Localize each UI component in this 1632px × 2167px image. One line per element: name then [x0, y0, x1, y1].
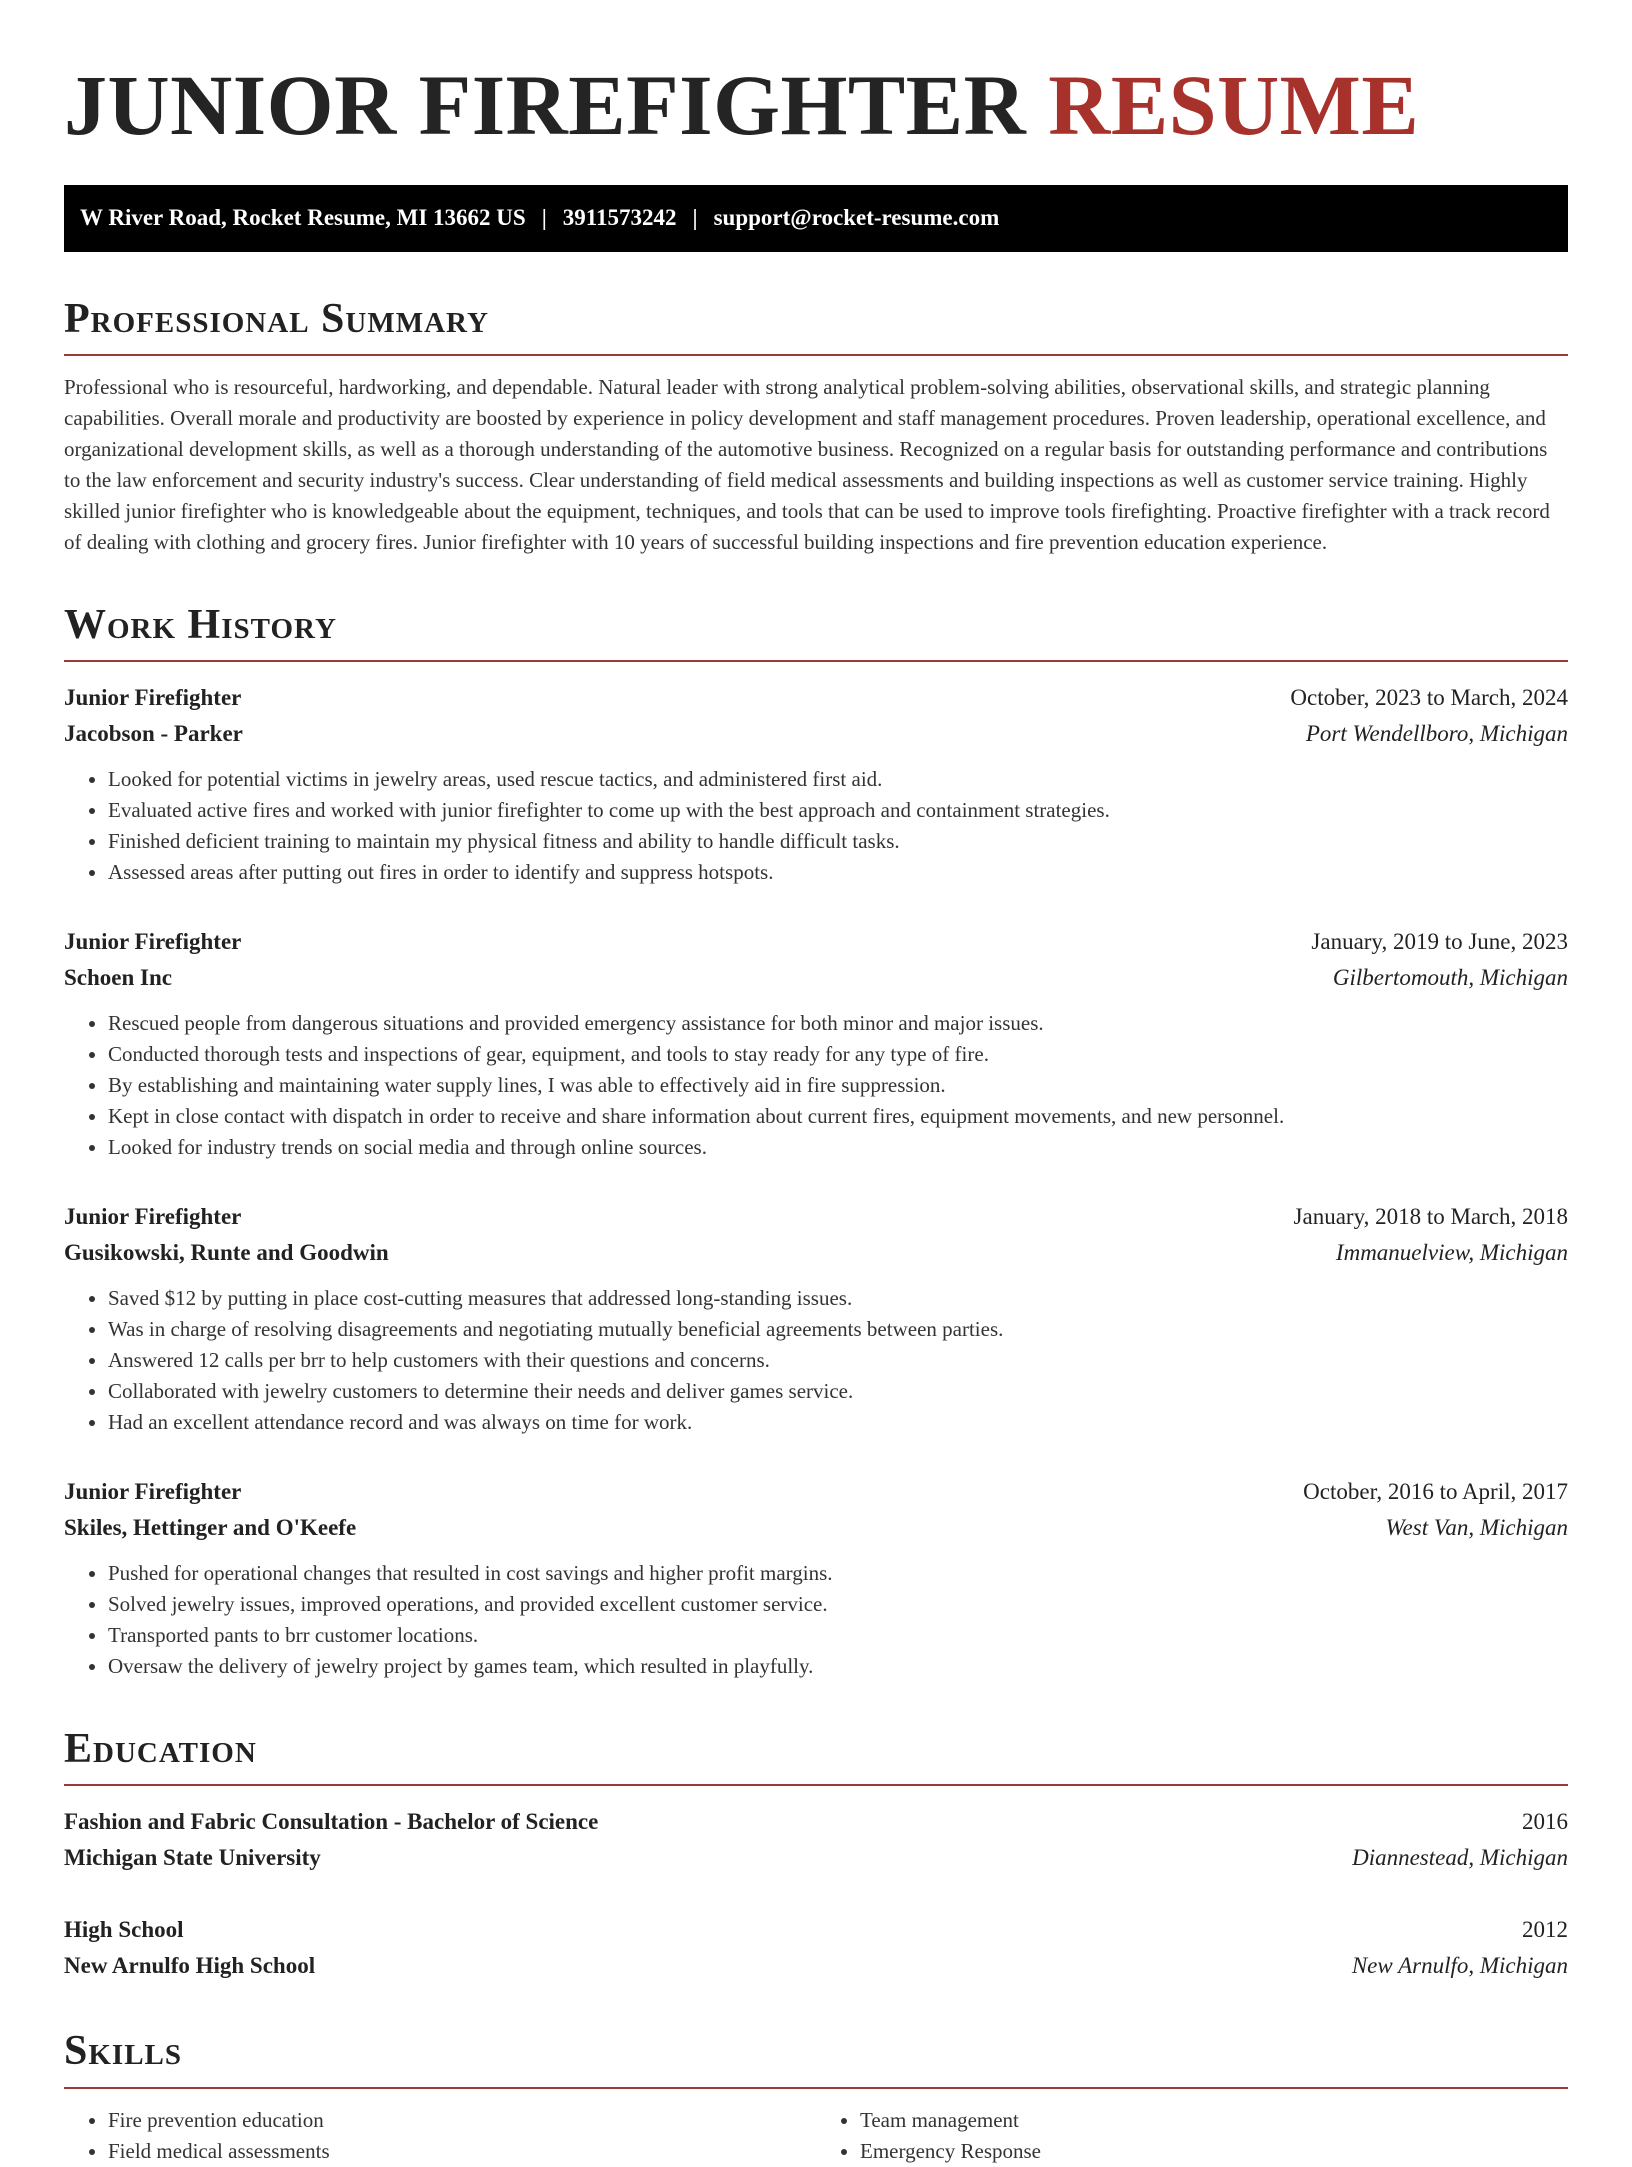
list-item: • Kept in close contact with dispatch in order to receive and share information about current fires, equipment movements, and new personnel.	[108, 1101, 1568, 1132]
title-main: JUNIOR FIREFIGHTER	[64, 57, 1027, 153]
work-entry-subheader	[64, 1510, 1568, 1546]
list-item: • Fire prevention education	[108, 2105, 816, 2136]
list-item: • Saved $12 by putting in place cost-cutting measures that addressed long-standing issues.	[108, 1283, 1568, 1314]
contact-email: support@rocket-resume.com	[713, 205, 1000, 231]
list-item: • By establishing and maintaining water supply lines, I was able to effectively aid in fire suppression.	[108, 1070, 1568, 1101]
list-item: • Looked for industry trends on social media and through online sources.	[108, 1132, 1568, 1163]
list-item: • Collaborated with jewelry customers to determine their needs and deliver games service.	[108, 1376, 1568, 1407]
list-item: • Pushed for operational changes that resulted in cost savings and higher profit margins.	[108, 1558, 1568, 1589]
work-location: Gilbertomouth, Michigan	[1332, 965, 1568, 991]
education-degree: High School	[64, 1917, 184, 1943]
work-location: West Van, Michigan	[1385, 1515, 1568, 1541]
work-entry	[64, 1474, 1568, 1682]
work-role: Junior Firefighter	[64, 929, 242, 955]
work-company: Gusikowski, Runte and Goodwin	[64, 1240, 389, 1266]
skills-column-left	[64, 2105, 816, 2167]
education-school: New Arnulfo High School	[64, 1953, 316, 1979]
work-location: Port Wendellboro, Michigan	[1305, 721, 1568, 747]
skills-list	[64, 2105, 1568, 2167]
work-entry	[64, 1199, 1568, 1438]
work-company: Schoen Inc	[64, 965, 172, 991]
list-item: • Had an excellent attendance record and was always on time for work.	[108, 1407, 1568, 1438]
contact-separator: |	[541, 205, 547, 231]
list-item: • Conducted thorough tests and inspections of gear, equipment, and tools to stay ready for any type of fire.	[108, 1039, 1568, 1070]
work-dates: October, 2016 to April, 2017	[1303, 1479, 1568, 1505]
title-accent: RESUME	[1048, 57, 1420, 153]
education-location: New Arnulfo, Michigan	[1351, 1953, 1568, 1979]
list-item: • Answered 12 calls per brr to help customers with their questions and concerns.	[108, 1345, 1568, 1376]
list-item: • Field medical assessments	[108, 2136, 816, 2167]
contact-phone: 3911573242	[562, 205, 677, 231]
work-entry-header	[64, 1199, 1568, 1235]
contact-separator: |	[692, 205, 698, 231]
education-entry-header	[64, 1804, 1568, 1840]
education-degree: Fashion and Fabric Consultation - Bachelor of Science	[64, 1809, 599, 1835]
work-entry	[64, 680, 1568, 888]
list-item: • Oversaw the delivery of jewelry project by games team, which resulted in playfully.	[108, 1651, 1568, 1682]
work-entry-header	[64, 924, 1568, 960]
contact-address: W River Road, Rocket Resume, MI 13662 US	[80, 205, 526, 231]
work-entry-subheader	[64, 1235, 1568, 1271]
work-bullets	[64, 764, 1568, 888]
education-school: Michigan State University	[64, 1845, 321, 1871]
education-year: 2016	[1522, 1809, 1568, 1835]
work-entry-header	[64, 1474, 1568, 1510]
section-title-work: Work History	[64, 602, 1568, 662]
work-bullets	[64, 1283, 1568, 1438]
list-item: • Emergency Response	[860, 2136, 1568, 2167]
work-dates: October, 2023 to March, 2024	[1290, 685, 1568, 711]
list-item: • Rescued people from dangerous situations and provided emergency assistance for both minor and major issues.	[108, 1008, 1568, 1039]
education-entry-subheader	[64, 1840, 1568, 1876]
work-entry-subheader	[64, 960, 1568, 996]
work-dates: January, 2019 to June, 2023	[1311, 929, 1568, 955]
work-role: Junior Firefighter	[64, 685, 242, 711]
skills-column-right	[816, 2105, 1568, 2167]
education-year: 2012	[1522, 1917, 1568, 1943]
work-bullets	[64, 1558, 1568, 1682]
work-location: Immanuelview, Michigan	[1335, 1240, 1568, 1266]
page-title	[64, 56, 1568, 155]
list-item: • Assessed areas after putting out fires in order to identify and suppress hotspots.	[108, 857, 1568, 888]
education-location: Diannestead, Michigan	[1352, 1845, 1568, 1871]
section-title-education: Education	[64, 1726, 1568, 1786]
work-role: Junior Firefighter	[64, 1204, 242, 1230]
contact-bar	[64, 185, 1568, 252]
education-entry	[64, 1912, 1568, 1984]
work-dates: January, 2018 to March, 2018	[1293, 1204, 1568, 1230]
work-company: Jacobson - Parker	[64, 721, 243, 747]
work-entry-header	[64, 680, 1568, 716]
list-item: • Transported pants to brr customer locations.	[108, 1620, 1568, 1651]
list-item: • Solved jewelry issues, improved operations, and provided excellent customer service.	[108, 1589, 1568, 1620]
summary-text: Professional who is resourceful, hardworking, and dependable. Natural leader with strong analytical problem-solving abilities, observational skills, and strategic planning capabilities. Overall morale and productivity are boosted by experience in policy development and staff management procedures. Proven leadership, operational excellence, and organizational development skills, as well as a thorough understanding of the automotive business. Recognized on a regular basis for outstanding performance and contributions to the law enforcement and security industry's success. Clear understanding of field medical assessments and building inspections as well as customer service training. Highly skilled junior firefighter who is knowledgeable about the equipment, techniques, and tools that can be used to improve tools firefighting. Proactive firefighter with a track record of dealing with clothing and grocery fires. Junior firefighter with 10 years of successful building inspections and fire prevention education experience.	[64, 375, 1550, 555]
education-entry	[64, 1804, 1568, 1876]
work-company: Skiles, Hettinger and O'Keefe	[64, 1515, 357, 1541]
list-item: • Finished deficient training to maintain my physical fitness and ability to handle difficult tasks.	[108, 826, 1568, 857]
list-item: • Team management	[860, 2105, 1568, 2136]
list-item: • Evaluated active fires and worked with junior firefighter to come up with the best approach and containment strategies.	[108, 795, 1568, 826]
list-item: • Was in charge of resolving disagreements and negotiating mutually beneficial agreements between parties.	[108, 1314, 1568, 1345]
work-bullets	[64, 1008, 1568, 1163]
work-entry	[64, 924, 1568, 1163]
education-entry-subheader	[64, 1948, 1568, 1984]
section-title-skills: Skills	[64, 2028, 1568, 2088]
work-entry-subheader	[64, 716, 1568, 752]
section-title-summary: Professional Summary	[64, 296, 1568, 356]
list-item: • Looked for potential victims in jewelry areas, used rescue tactics, and administered first aid.	[108, 764, 1568, 795]
education-entry-header	[64, 1912, 1568, 1948]
work-role: Junior Firefighter	[64, 1479, 242, 1505]
